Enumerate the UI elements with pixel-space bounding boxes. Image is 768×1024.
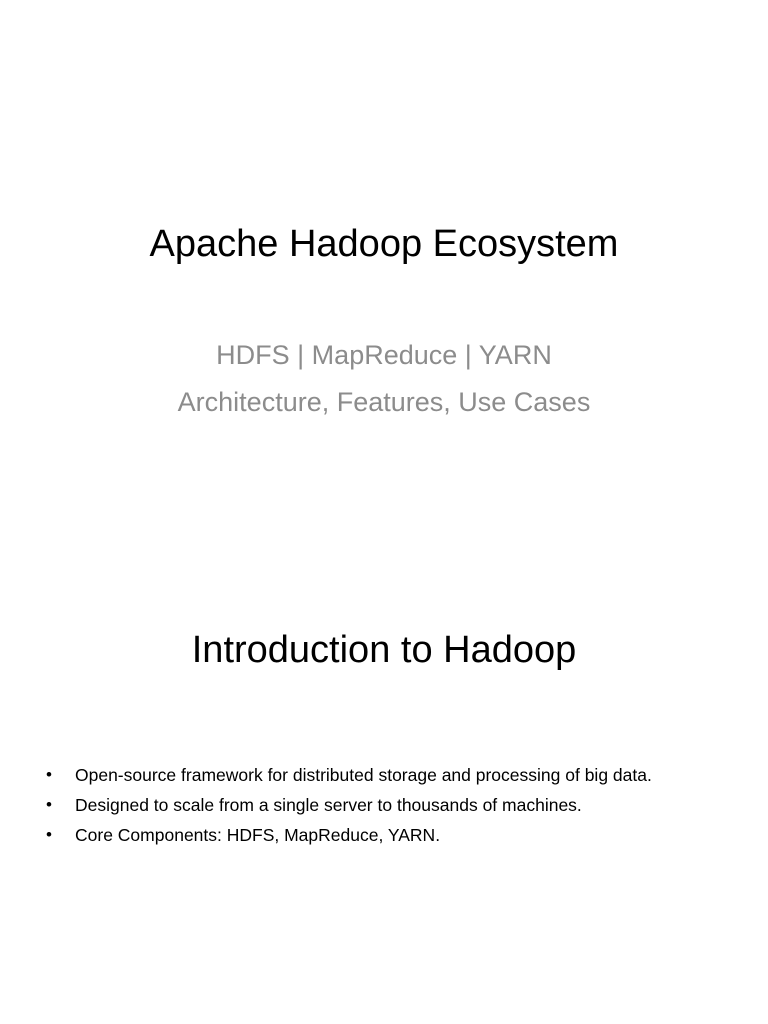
slide-title: Apache Hadoop Ecosystem bbox=[149, 223, 619, 265]
slide-subtitle bbox=[0, 332, 768, 426]
bullet-text: Open-source framework for distributed storage and processing of big data. bbox=[75, 765, 652, 785]
content-slide bbox=[0, 512, 768, 1024]
slide-title: Introduction to Hadoop bbox=[191, 629, 577, 671]
bullet-text: Designed to scale from a single server to thousands of machines. bbox=[75, 795, 582, 815]
subtitle-line: HDFS | MapReduce | YARN bbox=[216, 340, 552, 370]
bullet-icon: • bbox=[46, 765, 52, 784]
bullet-list bbox=[44, 760, 744, 850]
bullet-item bbox=[44, 760, 744, 790]
bullet-icon: • bbox=[46, 795, 52, 814]
bullet-icon: • bbox=[46, 825, 52, 844]
bullet-item bbox=[44, 790, 744, 820]
bullet-text: Core Components: HDFS, MapReduce, YARN. bbox=[75, 825, 441, 845]
subtitle-line: Architecture, Features, Use Cases bbox=[177, 387, 591, 417]
bullet-item bbox=[44, 820, 744, 850]
